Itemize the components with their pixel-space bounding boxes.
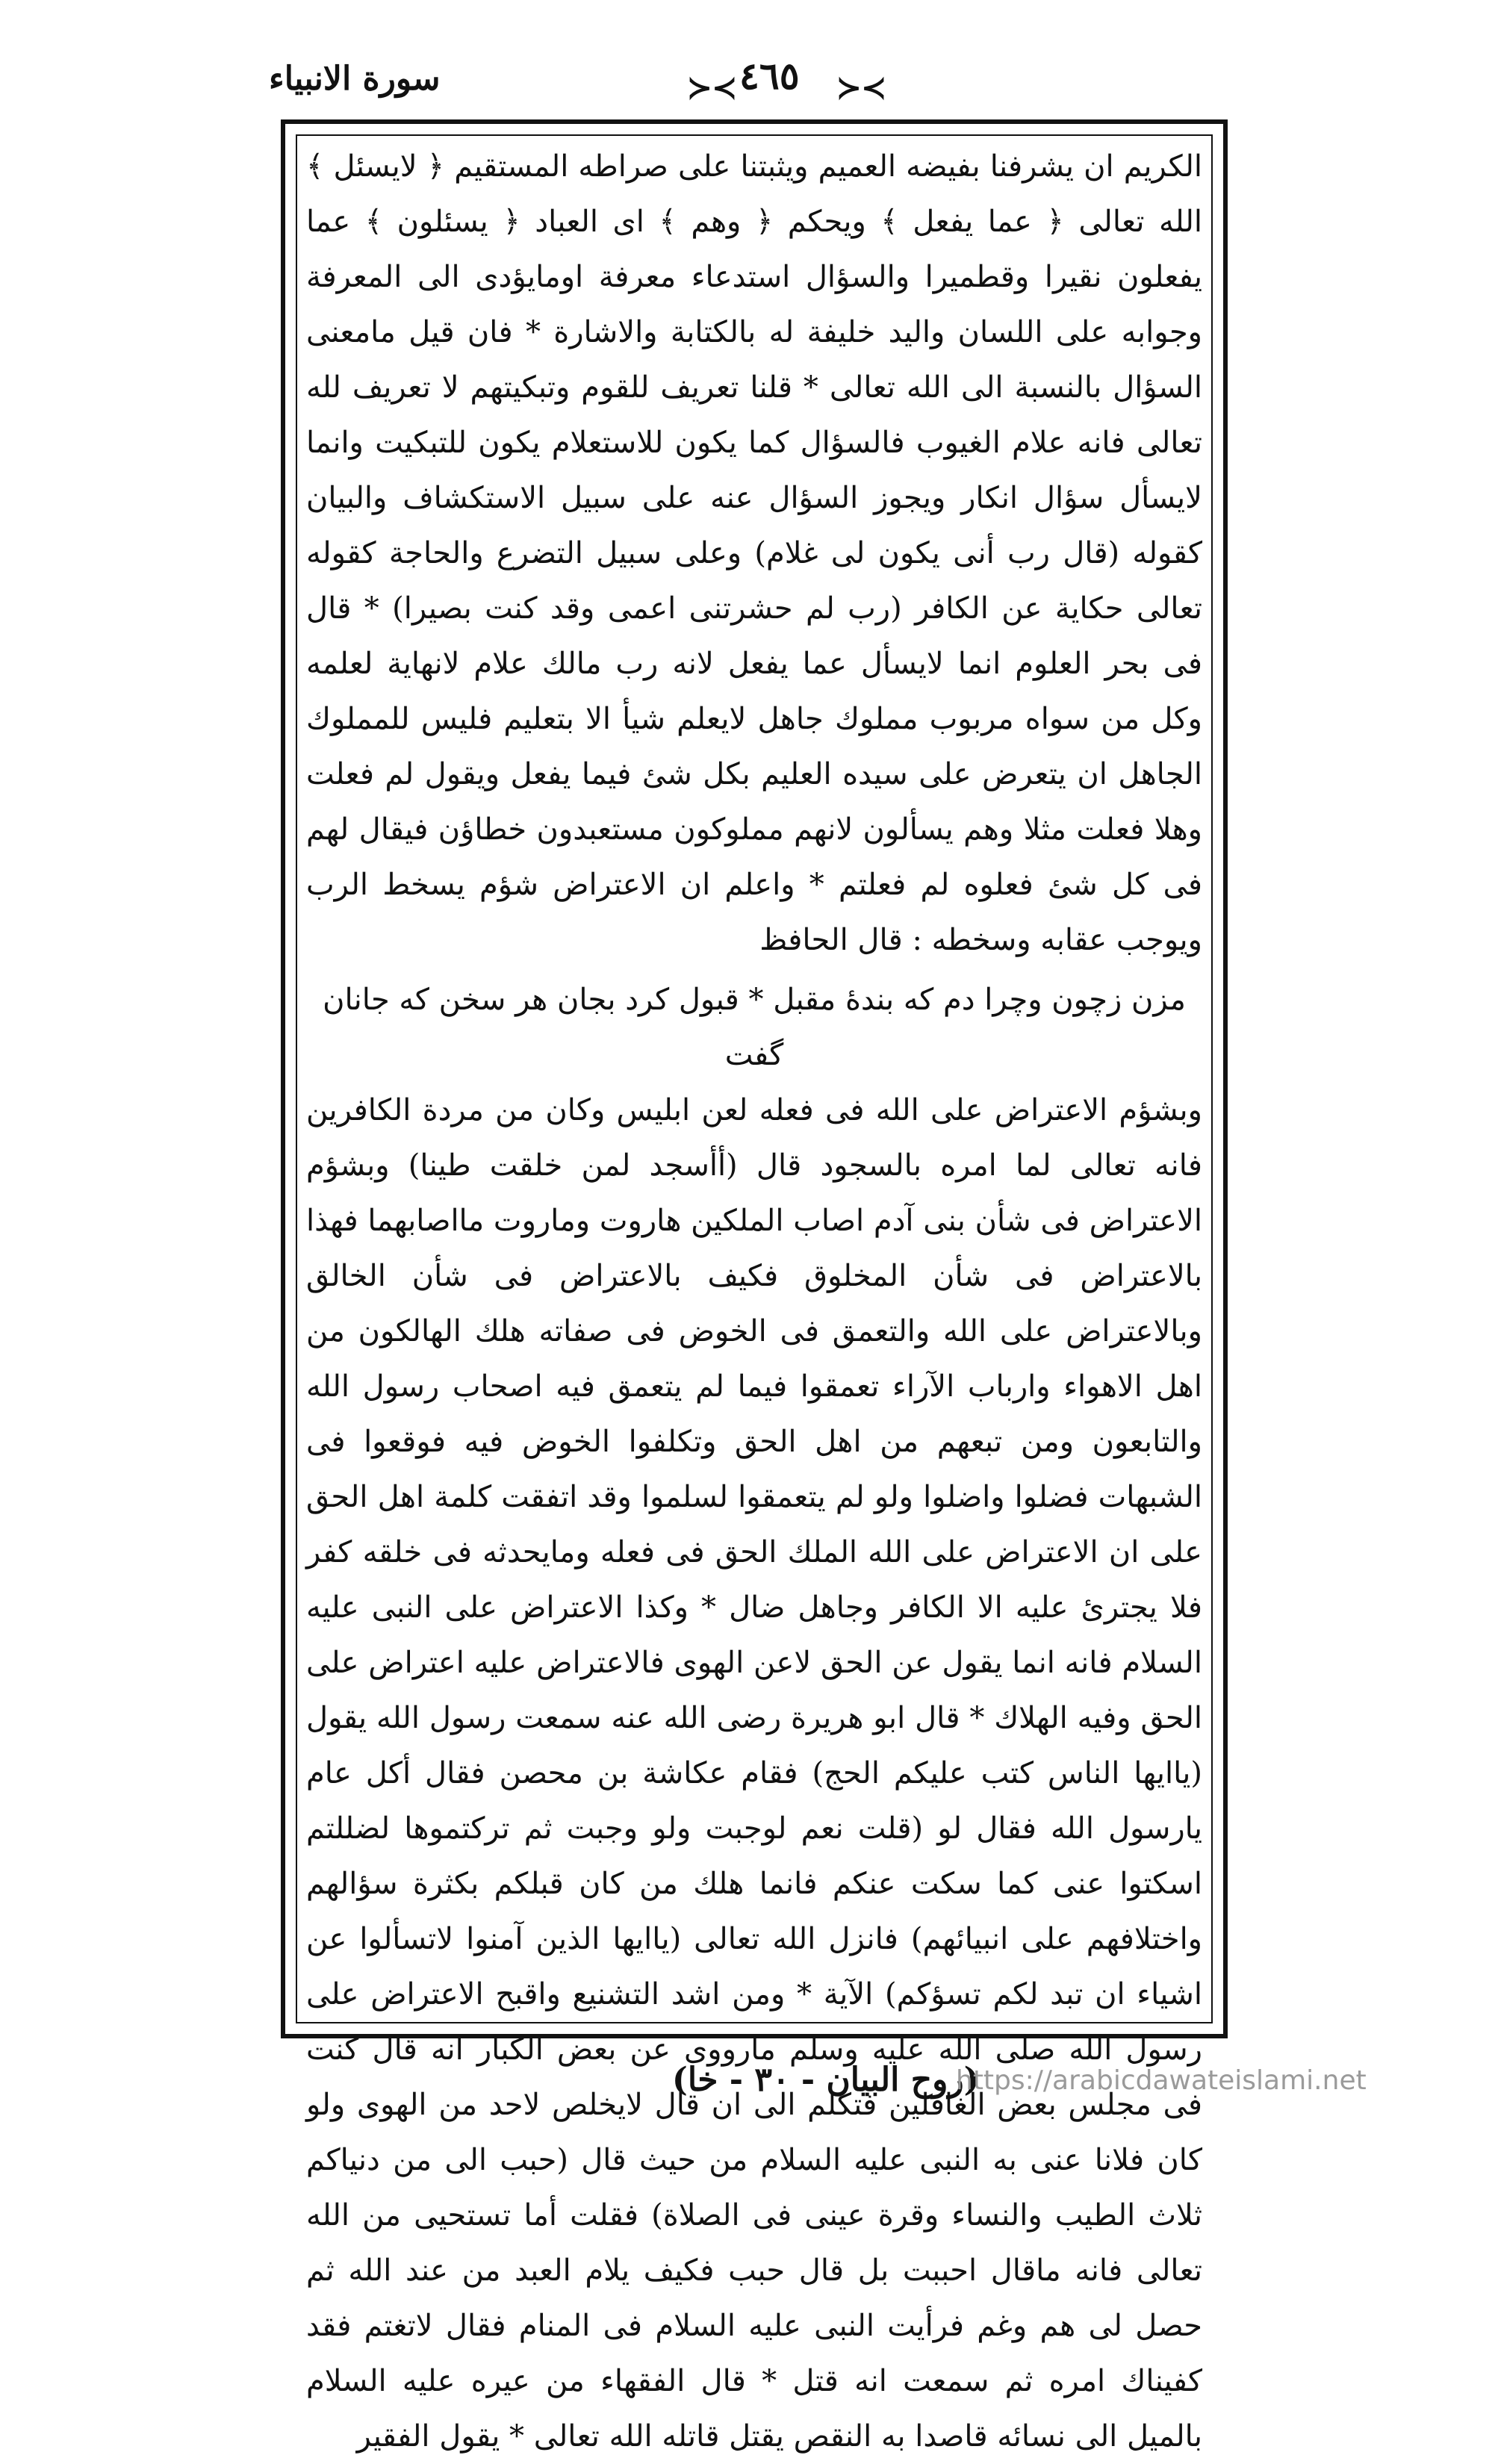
- watermark-url: https://arabicdawateislami.net: [956, 2065, 1367, 2096]
- body-paragraph-2: وبشؤم الاعتراض على الله فى فعله لعن ابليس وكان من مردة الكافرين فانه تعالى لما امره بالسجود قال (أأسجد لمن خلقت طينا) وبشؤم الاعتراض فى شأن بنى آدم اصاب الملكين هاروت وماروت مااصابهما فهذا بالاعتراض فى شأن المخلوق فكيف بالاعتراض فى شأن الخالق وبالاعتراض على الله والتعمق فى الخوض فى صفاته هلك الهالكون من اهل الاهواء وارباب الآراء تعمقوا فيما لم يتعمق فيه اصحاب رسول الله والتابعون ومن تبعهم من اهل الحق وتكلفوا الخوض فيه فوقعوا فى الشبهات فضلوا واضلوا ولو لم يتعمقوا لسلموا وقد اتفقت كلمة اهل الحق على ان الاعتراض على الله الملك الحق فى فعله ومايحدثه فى خلقه كفر فلا يجترئ عليه الا الكافر وجاهل ضال * وكذا الاعتراض على النبى عليه السلام فانه انما يقول عن الحق لاعن الهوى فالاعتراض عليه اعتراض على الحق وفيه الهلاك * قال ابو هريرة رضى الله عنه سمعت رسول الله يقول (ياايها الناس كتب عليكم الحج) فقام عكاشة بن محصن فقال أكل عام يارسول الله فقال لو (قلت نعم لوجبت ولو وجبت ثم تركتموها لضللتم اسكتوا عنى كما سكت عنكم فانما هلك من كان قبلكم بكثرة سؤالهم واختلافهم على انبيائهم) فانزل الله تعالى (ياايها الذين آمنوا لاتسألوا عن اشياء ان تبد لكم تسؤكم) الآية * ومن اشد التشنيع واقبح الاعتراض على رسول الله صلى الله عليه وسلم مارووى عن بعض الكبار انه قال كنت فى مجلس بعض الغافلين فتكلم الى ان قال لايخلص لاحد من الهوى ولو كان فلانا عنى به النبى عليه السلام من حيث قال (حبب الى من دنياكم ثلاث الطيب والنساء وقرة عينى فى الصلاة) فقلت أما تستحيى من الله تعالى فانه ماقال احببت بل قال حبب فكيف يلام العبد من عند الله ثم حصل لى هم وغم فرأيت النبى عليه السلام فى المنام فقال لاتغتم فقد كفيناك امره ثم سمعت انه قتل * قال الفقهاء من عيره عليه السلام بالميل الى نسائه قاصدا به النقص يقتل قاتله الله تعالى * يقول الفقير: [306, 1093, 1203, 2454]
- page-header: [269, 54, 1232, 121]
- page-number: ٤٦٥: [739, 54, 800, 98]
- page-footer: [672, 2061, 1367, 2113]
- header-ornament-left: ≻≺: [687, 70, 738, 105]
- persian-verse: مزن زچون وچرا دم كه بندۀ مقبل * قبول كرد بجان هر سخن كه جانان گفت: [323, 983, 1186, 1072]
- body-paragraph-1: الكريم ان يشرفنا بفيضه العميم ويثبتنا على صراطه المستقيم ﴿ لايسئل ﴾ الله تعالى ﴿ عما يفعل ﴾ ويحكم ﴿ وهم ﴾ اى العباد ﴿ يسئلون ﴾ عما يفعلون نقيرا وقطميرا والسؤال استدعاء معرفة اومايؤدى الى المعرفة وجوابه على اللسان واليد خليفة له بالكتابة والاشارة * فان قيل مامعنى السؤال بالنسبة الى الله تعالى * قلنا تعريف للقوم وتبكيتهم لا تعريف لله تعالى فانه علام الغيوب فالسؤال كما يكون للاستعلام يكون للتبكيت وانما لايسأل سؤال انكار ويجوز السؤال عنه على سبيل الاستكشاف والبيان كقوله (قال رب أنى يكون لى غلام) وعلى سبيل التضرع والحاجة كقوله تعالى حكاية عن الكافر (رب لم حشرتنى اعمى وقد كنت بصيرا) * قال فى بحر العلوم انما لايسأل عما يفعل لانه رب مالك علام لانهاية لعلمه وكل من سواه مربوب مملوك جاهل لايعلم شيأ الا بتعليم فليس للمملوك الجاهل ان يتعرض على سيده العليم بكل شئ فيما يفعل ويقول لم فعلت وهلا فعلت مثلا وهم يسألون لانهم مملوكون مستعبدون خطاؤن فيقال لهم فى كل شئ فعلوه لم فعلتم * واعلم ان الاعتراض شؤم يسخط الرب ويوجب عقابه وسخطه : قال الحافظ: [306, 149, 1202, 957]
- surah-title: سورة الانبياء: [269, 60, 441, 98]
- book-signature: (روح البيان - ٣٠ - خا): [672, 2061, 980, 2099]
- header-ornament-right: ≻≺: [836, 70, 887, 105]
